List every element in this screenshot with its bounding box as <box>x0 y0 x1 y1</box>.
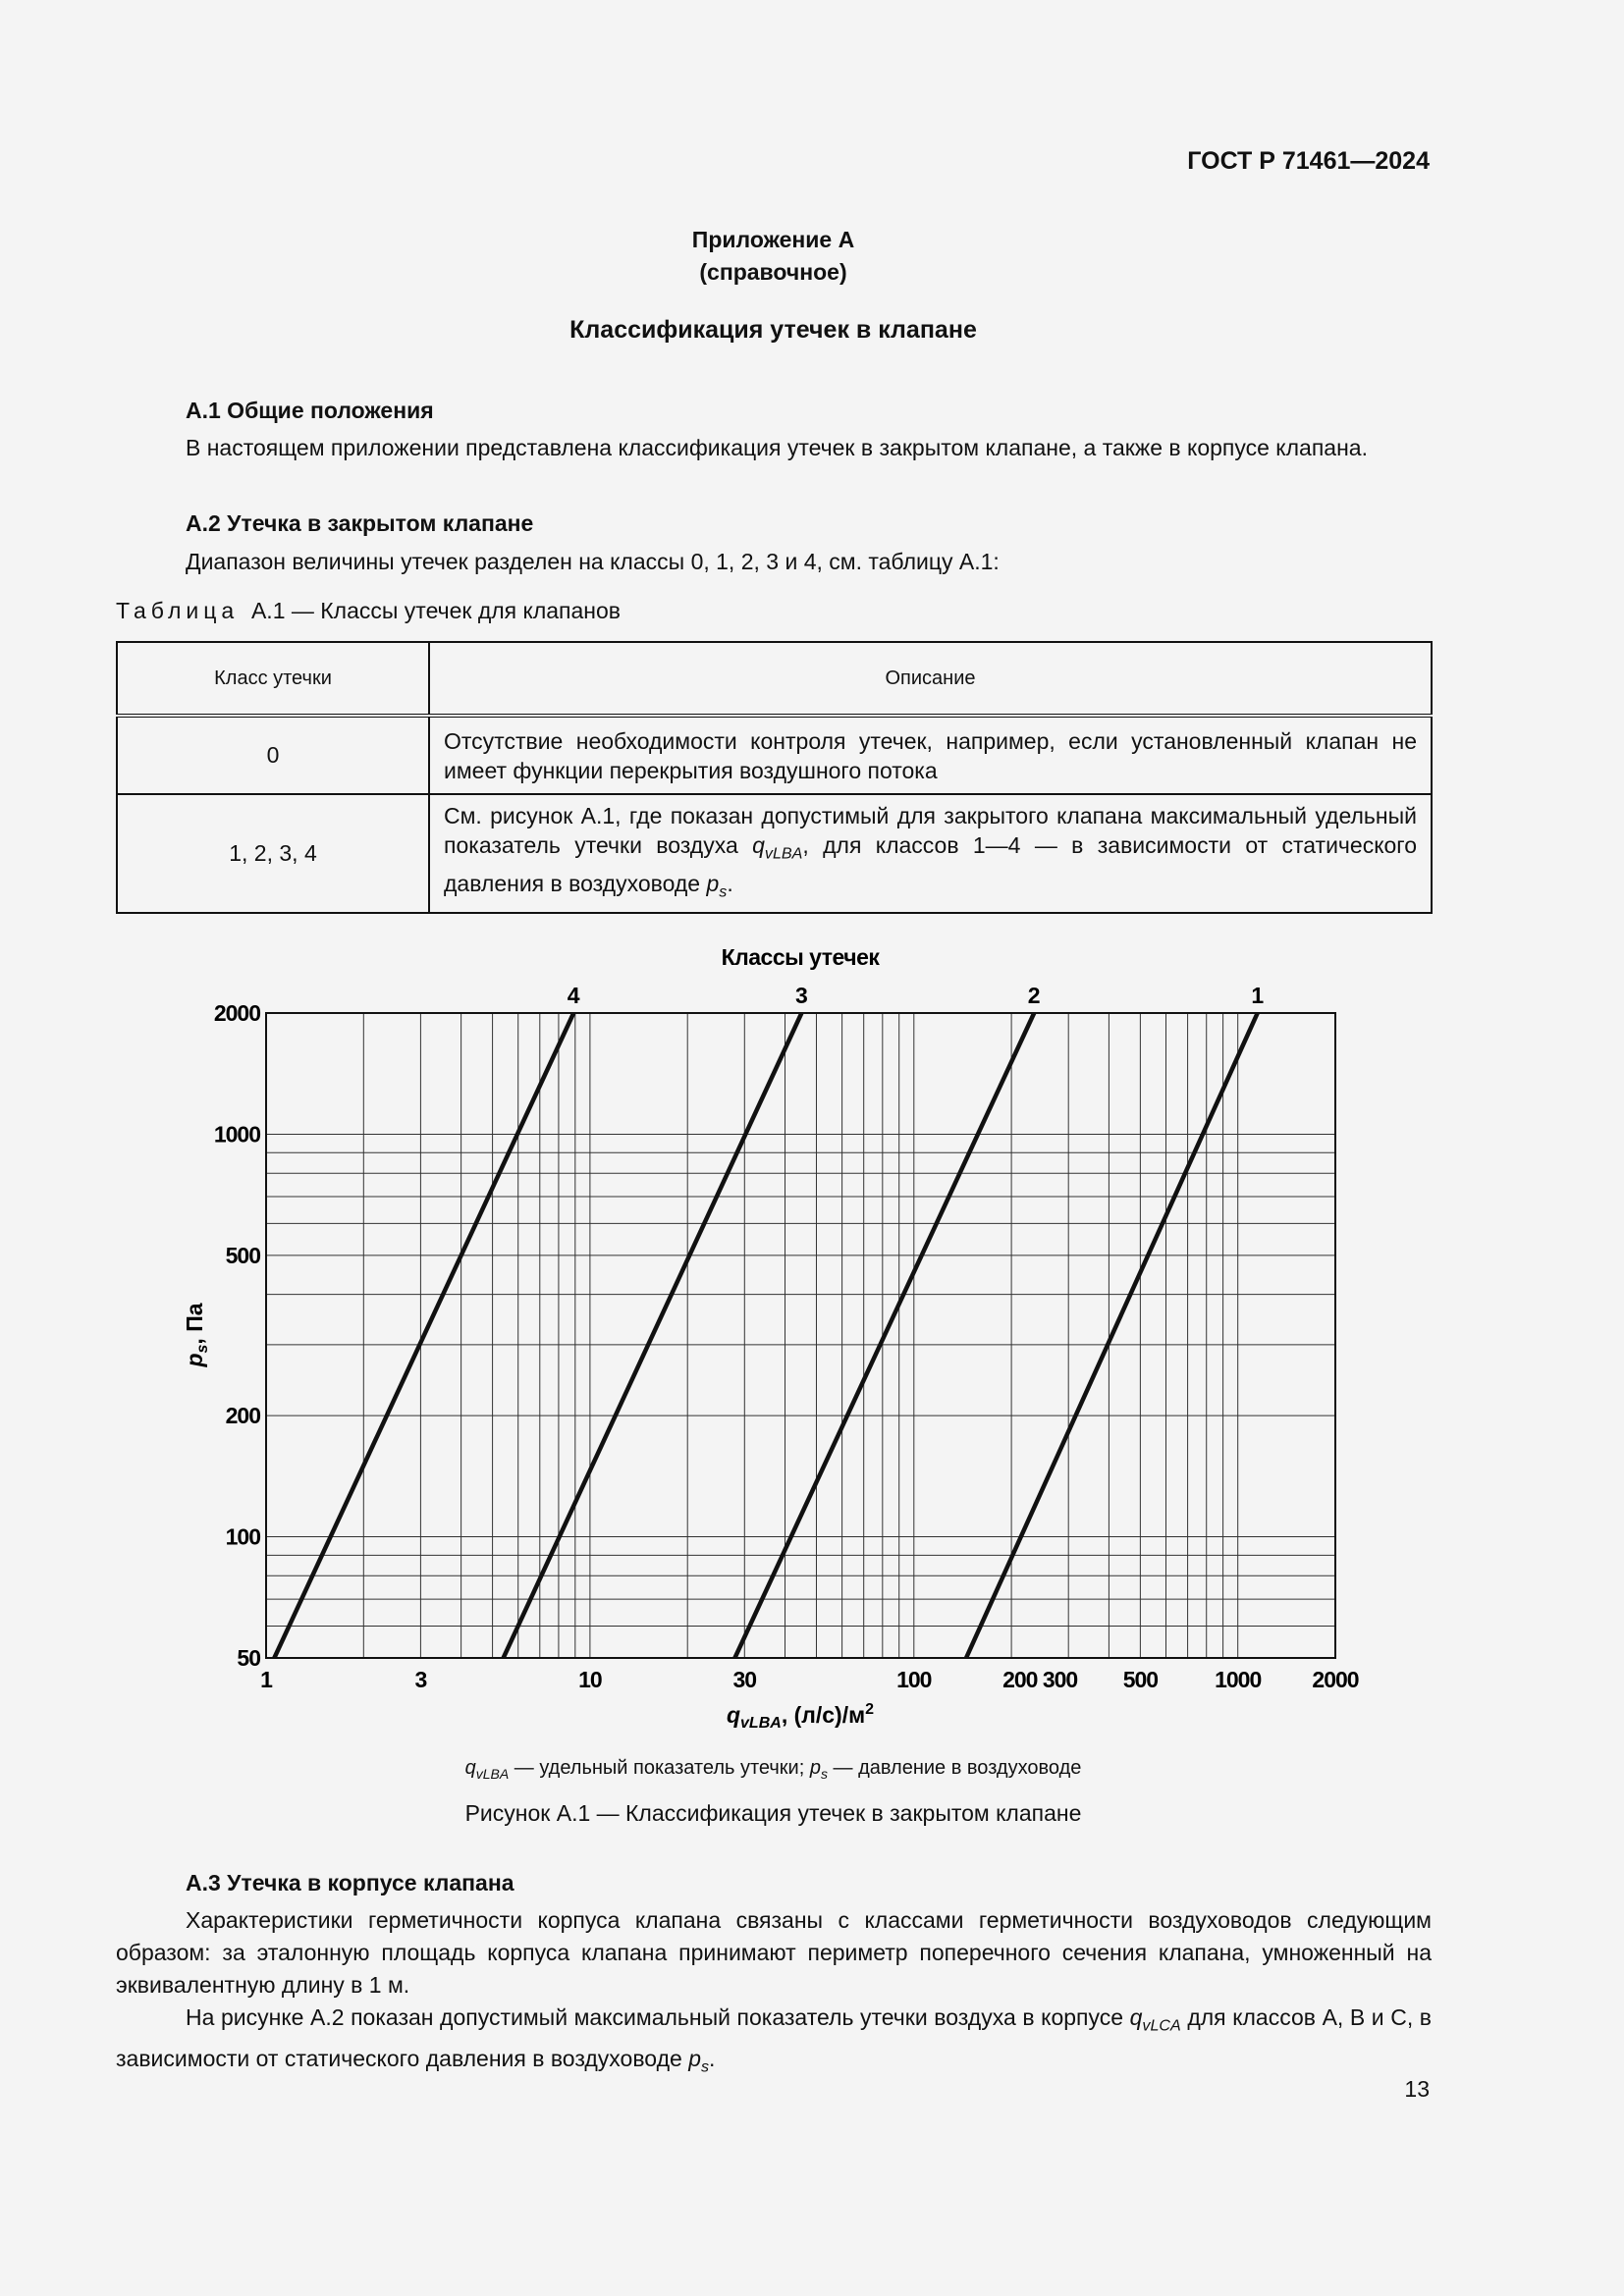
class-cell: 0 <box>117 716 429 794</box>
leak-classes-table <box>116 641 1433 914</box>
page-number: 13 <box>1404 2076 1430 2102</box>
x-tick-label: 100 <box>896 1667 932 1692</box>
desc-text: . <box>727 870 733 896</box>
class-cell: 1, 2, 3, 4 <box>117 794 429 913</box>
figure-caption: Рисунок А.1 — Классификация утечек в закрытом клапане <box>464 1800 1082 1826</box>
document-code: ГОСТ Р 71461—2024 <box>1187 147 1430 175</box>
section-a3-para2-end: . <box>709 2045 716 2071</box>
y-axis-label: $p_s$, Па <box>182 1303 211 1367</box>
section-a3-para1: Характеристики герметичности корпуса клапана связаны с классами герметичности воздуховодов следующим образом: за эталонную площадь корпуса клапана принимают периметр поперечного сечения клапана, умноженный на эквивалентную длину в 1 м. <box>116 1907 1432 1998</box>
table-caption-text: А.1 — Классы утечек для клапанов <box>250 598 622 623</box>
series-label-class-4: 4 <box>567 983 580 1008</box>
x-tick-label: 30 <box>732 1667 757 1692</box>
symbol-subscript: s <box>719 882 728 901</box>
col-header-class: Класс утечки <box>117 642 429 716</box>
y-tick-label: 2000 <box>213 1000 260 1026</box>
series-label-class-1: 1 <box>1251 983 1265 1008</box>
series-line-class-3 <box>504 1013 802 1658</box>
leakage-classes-chart <box>167 933 1404 1737</box>
symbol-q: q <box>752 832 765 858</box>
x-axis-label: $q_{vLBA}$, $(л/с)/м^2$ <box>726 1701 875 1732</box>
y-tick-label: 200 <box>225 1403 260 1429</box>
note-text: — удельный показатель утечки; <box>509 1757 810 1779</box>
section-a3-para2-start: На рисунке А.2 показан допустимый максимальный показатель утечки воздуха в корпусе <box>186 2004 1130 2030</box>
figure-note <box>0 1757 1546 1782</box>
x-tick-label: 200 300 <box>1002 1667 1078 1692</box>
symbol-p: p <box>706 870 720 896</box>
chart-grid <box>266 1013 1335 1658</box>
table-caption <box>116 598 621 624</box>
col-header-description: Описание <box>429 642 1432 716</box>
series-line-class-1 <box>966 1013 1258 1658</box>
x-tick-label: 3 <box>414 1667 427 1692</box>
appendix-title: Приложение А <box>691 227 855 252</box>
symbol-subscript: vLCA <box>1142 2016 1181 2035</box>
appendix-header <box>0 224 1546 289</box>
symbol-p: p <box>688 2045 701 2071</box>
section-a3-para2-mid: для классов А, В и С, в зависимости от статического давления в воздуховоде <box>116 2004 1432 2071</box>
section-a2-text <box>116 546 1432 578</box>
section-a1-text <box>116 432 1432 464</box>
description-cell: Отсутствие необходимости контроля утечек, например, если установленный клапан не имеет функции перекрытия воздушного потока <box>429 716 1432 794</box>
chart-labels <box>214 983 1359 1692</box>
table-header-row <box>117 642 1432 716</box>
symbol-subscript: vLBA <box>475 1766 510 1782</box>
note-text: — давление в воздуховоде <box>827 1757 1082 1779</box>
description-cell <box>429 794 1432 913</box>
section-a2-body: Диапазон величины утечек разделен на классы 0, 1, 2, 3 и 4, см. таблицу А.1: <box>186 549 1000 574</box>
desc-text: , для классов 1—4 — в зависимости от статического давления в воздуховоде <box>444 832 1417 896</box>
chart-series <box>274 1013 1257 1658</box>
symbol-q: q <box>1129 2004 1143 2030</box>
series-line-class-2 <box>734 1013 1034 1658</box>
x-tick-label: 1000 <box>1215 1667 1262 1692</box>
series-line-class-4 <box>274 1013 573 1658</box>
appendix-kind: (справочное) <box>699 259 847 285</box>
table-row <box>117 794 1432 913</box>
y-tick-label: 1000 <box>213 1121 260 1148</box>
y-tick-label: 50 <box>237 1645 260 1671</box>
table-row <box>117 716 1432 794</box>
symbol-p: p <box>809 1757 821 1779</box>
symbol-subscript: s <box>700 2057 710 2076</box>
y-tick-label: 500 <box>225 1242 260 1268</box>
desc-text: См. рисунок А.1, где показан допустимый для закрытого клапана максимальный удельный показатель утечки воздуха <box>444 803 1417 858</box>
plot-frame <box>266 1013 1335 1658</box>
appendix-heading: Классификация утечек в клапане <box>569 316 977 344</box>
series-label-class-2: 2 <box>1027 983 1041 1008</box>
section-a1-heading: А.1 Общие положения <box>186 398 434 423</box>
symbol-q: q <box>464 1757 476 1779</box>
section-a3-text <box>116 1904 1432 2083</box>
section-a3-heading: А.3 Утечка в корпусе клапана <box>186 1870 514 1896</box>
series-label-class-3: 3 <box>794 983 808 1008</box>
symbol-subscript: vLBA <box>764 844 803 863</box>
x-tick-label: 10 <box>578 1667 602 1692</box>
x-tick-label: 2000 <box>1312 1667 1359 1692</box>
section-a1-body: В настоящем приложении представлена классификация утечек в закрытом клапане, а также в корпусе клапана. <box>186 435 1368 460</box>
table-caption-word: Таблица <box>116 598 240 623</box>
symbol-subscript: s <box>820 1766 828 1782</box>
chart-title: Классы утечек <box>721 944 880 970</box>
y-tick-label: 100 <box>225 1523 260 1550</box>
x-tick-label: 500 <box>1122 1667 1159 1692</box>
section-a2-heading: А.2 Утечка в закрытом клапане <box>186 510 534 536</box>
x-tick-label: 1 <box>260 1667 272 1692</box>
